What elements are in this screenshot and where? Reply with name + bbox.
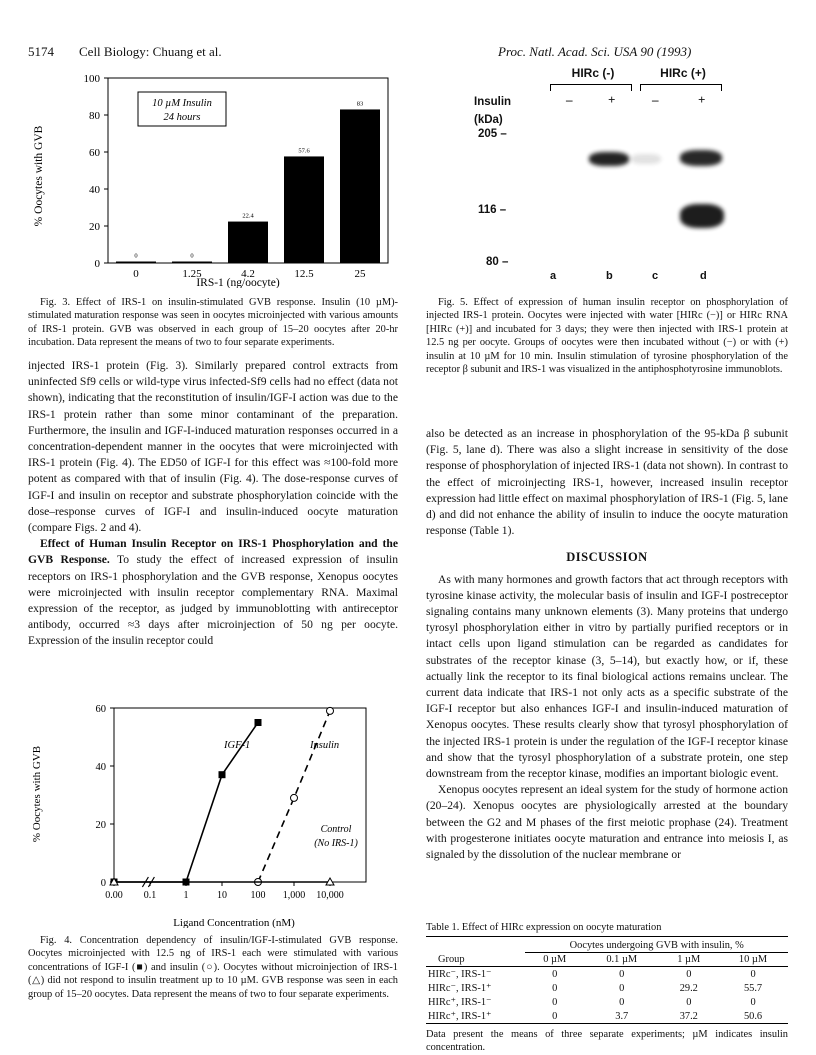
table-cell: 0 — [686, 968, 692, 980]
figure-3-caption — [28, 296, 398, 350]
table-cell: 0 — [552, 982, 558, 994]
fig4-xtick-label: 0.00 — [105, 890, 123, 901]
running-head-left: Cell Biology: Chuang et al. — [79, 44, 222, 59]
figure-4-chart — [28, 676, 388, 928]
fig3-ytick-label: 80 — [89, 110, 100, 122]
right-paragraph-2: As with many hormones and growth factors that act through receptors with tyrosine kinase activity, the molecular basis of insulin and IGF-I postreceptor signaling contains many unknown elements (3). Many proteins that undergo tyrosyl phosphorylation either in vitro by partially purified receptors or in intact cells upon ligand stimulation can be regarded as candidates for substrates of the receptor kinase (3, 5–14), but exactly how, or if, these actually link the receptor to its final biological actions remains unclear. The current data indicate that IRS-1 not only acts as a specific substrate of the IGF-I receptor but also enhances IGF-I and insulin-induced maturation of Xenopus oocytes. These results clearly show that tyrosyl phosphorylation of the injected IRS-1 protein is under the regulation of the IGF-I receptor kinase and show that the tyrosyl phosphorylation of a substrate protein, one step downstream from the receptor kinase, modifies an important biologic event. — [426, 572, 788, 781]
right-paragraph-1: also be detected as an increase in phosphorylation of the 95-kDa β subunit (Fig. 5, lane d). There was also a slight increase in sensitivity of the dose response of phosphorylation of injected IRS-1 (data not shown). In contrast to the effect of microinjecting IRS-1, however, increased insulin receptor expression had little effect on maximal phosphorylation of IRS-1 (Fig. 5, lane d) and did not enhance the ability of insulin to induce the oocyte maturation response (Table 1). — [426, 427, 788, 538]
fig4-plot-frame — [114, 708, 366, 882]
table-cell: 0 — [686, 996, 692, 1008]
fig5-row-insulin: Insulin — [474, 96, 512, 108]
fig5-sign-a: – — [566, 92, 573, 107]
fig5-lane-c: c — [652, 270, 659, 282]
fig3-bar — [284, 156, 324, 263]
fig3-bar — [116, 262, 156, 264]
table-1-group-header: Group — [438, 953, 465, 965]
table-cell: 0 — [619, 996, 625, 1008]
fig4-xlabel: Ligand Concentration (nM) — [173, 917, 295, 928]
fig3-inset-line1: 10 µM Insulin — [152, 98, 212, 109]
fig3-xlabel: IRS-1 (ng/oocyte) — [196, 277, 280, 288]
fig4-ylabel: % Oocytes with GVB — [31, 745, 43, 843]
table-cell: 37.2 — [679, 1010, 698, 1022]
figure-4-caption — [28, 934, 398, 1001]
fig3-ytick-label: 100 — [83, 73, 100, 85]
fig5-col-hirc-minus: HIRc (-) — [571, 66, 615, 80]
table-cell: 0 — [619, 982, 625, 994]
fig3-xtick-label: 4.2 — [241, 268, 255, 280]
fig4-label-insulin: Insulin — [310, 740, 340, 751]
left-paragraph-2: To study the effect of increased expression of insulin receptors on IRS-1 phosphorylation and the GVB response, Xenopus oocytes were microinjected with insulin receptor complementary RNA. Maximal expression of the receptor, as judged by immunoblotting with antireceptor antibody, occurred ≈3 days after microinjection of 50 ng per oocyte. Expression of the insulin receptor could — [28, 553, 398, 648]
figure-3-chart — [28, 66, 398, 288]
page-number: 5174 — [28, 44, 54, 59]
fig4-xtick-label: 100 — [250, 890, 266, 901]
table-1-footnote: Data present the means of three separate experiments; µM indicates insulin concentration. — [426, 1029, 788, 1054]
table-1 — [426, 922, 788, 1055]
fig3-data-label: 22.4 — [242, 212, 254, 220]
fig5-bracket-right — [640, 84, 722, 91]
table-cell: 3.7 — [615, 1010, 629, 1022]
fig5-lane-a: a — [550, 270, 557, 282]
fig5-lane-d: d — [700, 270, 707, 282]
table-cell-group: HIRc⁺, IRS-1⁻ — [428, 997, 492, 1008]
table-cell: 50.6 — [743, 1010, 763, 1022]
table-cell: 0 — [750, 996, 756, 1008]
table-cell: 0 — [552, 996, 558, 1008]
fig4-xtick-label: 10 — [217, 890, 227, 901]
fig4-xtick-label: 1,000 — [282, 890, 306, 901]
table-1-grid — [426, 936, 788, 1024]
fig5-caption-label: Fig. 5. — [438, 297, 468, 308]
table-cell-group: HIRc⁻, IRS-1⁻ — [428, 969, 492, 980]
fig3-ytick-label: 20 — [89, 221, 100, 233]
fig3-xtick-label: 12.5 — [294, 268, 314, 280]
fig5-marker-116: 116 – — [478, 204, 507, 216]
fig5-sign-d: + — [698, 92, 706, 107]
fig4-xtick-label: 10,000 — [316, 890, 344, 901]
fig5-kda-label: (kDa) — [474, 114, 503, 126]
fig5-sign-c: – — [652, 92, 659, 107]
fig3-ylabel: % Oocytes with GVB — [33, 125, 45, 227]
table-row — [426, 1009, 788, 1024]
figure-5-caption — [426, 296, 788, 376]
fig4-caption-label: Fig. 4. — [40, 935, 72, 946]
fig3-xtick-label: 1.25 — [182, 268, 202, 280]
table-1-title: Table 1. Effect of HIRc expression on oocyte maturation — [426, 922, 662, 933]
table-cell: 0 — [750, 968, 756, 980]
fig3-ytick-label: 40 — [89, 184, 100, 196]
table-row — [426, 981, 788, 995]
fig3-data-label: 0 — [134, 252, 138, 260]
table-cell: 0 — [552, 1010, 558, 1022]
fig5-band-c-faint — [631, 154, 661, 164]
discussion-heading: DISCUSSION — [566, 550, 648, 565]
table-1-col-1: 0.1 µM — [606, 954, 638, 965]
fig3-data-label: 83 — [356, 100, 364, 108]
fig5-band-d-lower — [680, 204, 724, 228]
table-row — [426, 967, 788, 982]
fig3-ytick-label: 60 — [89, 147, 100, 159]
table-cell: 55.7 — [743, 982, 763, 994]
right-paragraph-3: Xenopus oocytes represent an ideal system for the study of hormone action (20–24). Xenopus oocytes are physiologically arrested at the boundary between the G2 and M phases of the first meiotic prophase (24). Treatment with progesterone initiates oocyte maturation and entrance into meiosis I, as signaled by the dissolution of the nuclear membrane or — [426, 783, 788, 862]
fig4-point-circle — [291, 794, 298, 801]
table-cell-group: HIRc⁺, IRS-1⁺ — [428, 1011, 492, 1022]
fig5-bracket-left — [550, 84, 632, 91]
fig4-ytick-label: 40 — [95, 762, 106, 773]
fig3-xtick-label: 0 — [133, 268, 139, 280]
fig5-sign-b: + — [608, 92, 616, 107]
table-cell: 29.2 — [679, 982, 698, 994]
fig4-ytick-label: 20 — [95, 820, 106, 831]
table-1-col-3: 10 µM — [738, 954, 768, 965]
fig4-caption-text: Concentration dependency of insulin/IGF-I-stimulated GVB response. Oocytes microinjected with 12.5 ng of IRS-1 each were stimulated with various concentrations of IGF-I (■) and insulin (○). Oocytes without microinjection of IRS-1 (△) did not respond to insulin treatment up to 10 µM. GVB response was seen in each group of 15–20 oocytes. Data represent the means of two to four separate experiments. — [28, 935, 398, 1000]
fig5-marker-205: 205 – — [478, 128, 507, 140]
running-head-right: Proc. Natl. Acad. Sci. USA 90 (1993) — [498, 44, 692, 59]
table-1-col-2: 1 µM — [677, 954, 701, 965]
table-1-col-0: 0 µM — [543, 954, 567, 965]
table-cell: 0 — [552, 968, 558, 980]
section-heading-insulin-receptor: Effect of Human Insulin Receptor on IRS-1 Phosphorylation and the GVB Response. — [28, 537, 398, 567]
table-1-spanner: Oocytes undergoing GVB with insulin, % — [525, 937, 788, 953]
fig4-point-square — [219, 771, 226, 778]
fig5-band-b-upper — [589, 152, 629, 166]
left-paragraph-1: injected IRS-1 protein (Fig. 3). Similarly prepared control extracts from uninfected Sf9 cells or wild-type virus infected-Sf9 cells had no effect (data not shown), indicating that the reconstitution of insulin/IGF-I action was due to the IRS-1 protein rather than some minor contaminant of the preparation. Furthermore, the insulin and IGF-I-induced maturation responses occurred in a concentration-dependent manner in the oocytes that were microinjected with IRS-1 protein (Fig. 4). The ED50 of IGF-I for this effect was ≈100-fold more potent as compared with that of insulin (Fig. 4). The dose-response curves of IGF-I and insulin on receptor and substrate phosphorylation coincide with the dose–response curves of IGF-I and insulin-induced oocyte maturation (compare Figs. 2 and 4). — [28, 359, 398, 535]
table-cell: 0 — [619, 968, 625, 980]
fig4-xtick-label: 1 — [183, 890, 189, 901]
fig5-caption-text: Effect of expression of human insulin receptor on phosphorylation of injected IRS-1 protein. Oocytes were injected with water [HIRc (−)] or HIRc RNA [HIRc (+)] and incubated for 3 days; they were then injected with IRS-1 protein at 12.5 ng per oocyte. Groups of oocytes were then incubated without (−) or with (+) insulin at 10 µM for 10 min. Insulin stimulation of tyrosine phosphorylation of the receptor β subunit and IRS-1 was visualized in the antiphosphotyrosine immunoblots. — [426, 297, 788, 376]
fig4-label-control: Control — [320, 824, 352, 835]
fig3-xtick-label: 25 — [354, 268, 366, 280]
fig3-data-label: 0 — [190, 252, 194, 260]
fig5-col-hirc-plus: HIRc (+) — [660, 66, 706, 80]
fig3-bar — [172, 262, 212, 264]
fig4-label-control-sub: (No IRS-1) — [314, 838, 358, 849]
fig4-label-igf: IGF-1 — [224, 740, 251, 751]
table-row — [426, 995, 788, 1009]
figure-5-blot — [426, 66, 790, 290]
fig5-lane-b: b — [606, 270, 613, 282]
fig3-inset-line2: 24 hours — [163, 112, 201, 123]
fig3-data-label: 57.6 — [298, 147, 310, 155]
left-body-text — [28, 358, 398, 650]
fig4-ytick-label: 60 — [95, 704, 106, 715]
fig4-point-square — [255, 719, 262, 726]
fig3-bar — [228, 222, 268, 263]
fig4-xtick-label: 0.1 — [143, 890, 157, 901]
fig4-series — [110, 707, 334, 885]
fig3-ytick-label: 0 — [94, 258, 100, 270]
right-body-text — [426, 426, 788, 863]
fig3-bar — [340, 109, 380, 263]
fig5-band-d-upper — [680, 150, 722, 166]
fig3-caption-text: Effect of IRS-1 on insulin-stimulated GVB response. Insulin (10 µM)-stimulated maturation response was seen in oocytes microinjected with various amounts of IRS-1 protein. GVB was observed in each group of 15–20 oocytes after 20-hr incubation. Data represent the means of two to four separate experiments. — [28, 297, 398, 349]
fig3-caption-label: Fig. 3. — [40, 297, 71, 308]
fig4-axes — [96, 704, 367, 901]
fig4-point-circle — [327, 707, 334, 714]
fig5-marker-80: 80 – — [486, 256, 509, 268]
table-cell-group: HIRc⁻, IRS-1⁺ — [428, 983, 492, 994]
fig4-ytick-label: 0 — [100, 878, 106, 889]
